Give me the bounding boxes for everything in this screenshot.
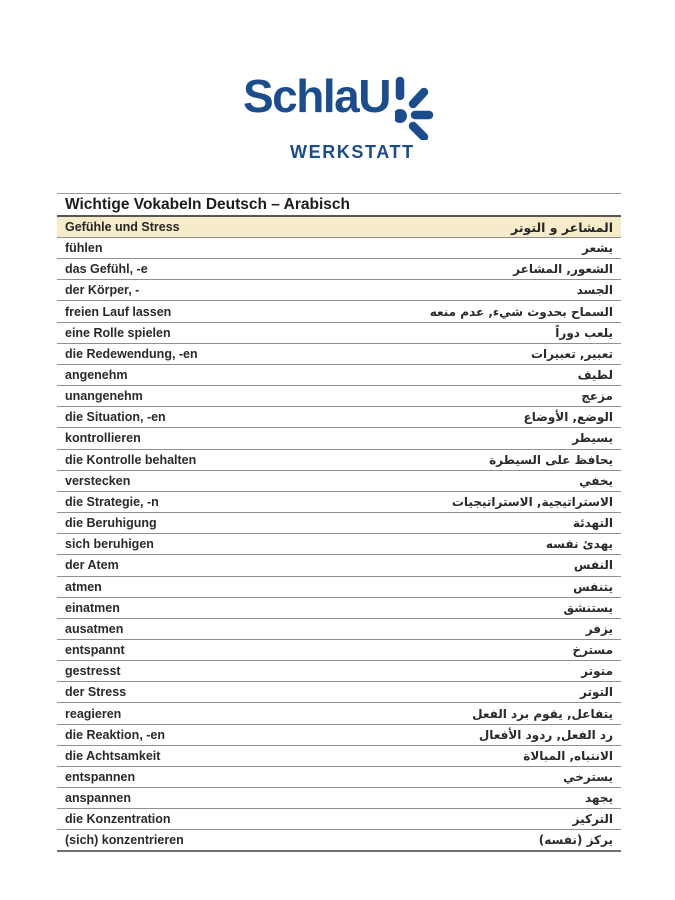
arabic-term: النفس	[573, 558, 613, 573]
arabic-term: يشعر	[582, 241, 613, 256]
arabic-term: يهدئ نفسه	[545, 537, 613, 552]
arabic-term: التركيز	[572, 812, 613, 827]
table-row	[57, 259, 621, 280]
arabic-term: رد الفعل, ردود الأفعال	[478, 727, 613, 742]
german-term: das Gefühl, -e	[65, 262, 148, 277]
table-row	[57, 280, 621, 301]
german-term: fühlen	[65, 241, 103, 256]
arabic-term: الانتباه, المبالاة	[523, 748, 613, 763]
table-row	[57, 555, 621, 576]
german-term: reagieren	[65, 706, 122, 721]
arabic-term: يحافظ على السيطرة	[489, 452, 613, 467]
german-term: einatmen	[65, 600, 120, 615]
german-term: kontrollieren	[65, 431, 141, 446]
table-row	[57, 682, 621, 703]
table-row	[57, 788, 621, 809]
german-term: anspannen	[65, 791, 131, 806]
german-term: die Reaktion, -en	[65, 727, 166, 742]
vocab-sheet	[57, 193, 621, 852]
table-row	[57, 830, 621, 852]
arabic-term: مسترخ	[572, 643, 613, 658]
table-row	[57, 428, 621, 449]
arabic-term: يستنشق	[563, 600, 613, 615]
german-term: der Atem	[65, 558, 119, 573]
arabic-term: يركز (نفسه)	[538, 833, 613, 848]
table-row	[57, 809, 621, 830]
german-term: angenehm	[65, 368, 128, 383]
logo-subtitle-text: WERKSTATT	[290, 142, 415, 162]
german-term: der Körper, -	[65, 283, 140, 298]
table-row	[57, 386, 621, 407]
arabic-term: الاستراتيجية, الاستراتيجيات	[451, 494, 613, 509]
german-term: freien Lauf lassen	[65, 304, 172, 319]
german-term: sich beruhigen	[65, 537, 154, 552]
german-term: die Redewendung, -en	[65, 346, 198, 361]
arabic-term: الوضع, الأوضاع	[523, 410, 613, 425]
arabic-term: الشعور, المشاعر	[513, 262, 613, 277]
spark-exclamation-icon	[395, 76, 439, 145]
arabic-term: يزفر	[585, 621, 613, 636]
vocab-table	[57, 238, 621, 852]
german-term: ausatmen	[65, 621, 124, 636]
german-term: gestresst	[65, 664, 121, 679]
german-term: entspannen	[65, 769, 136, 784]
arabic-term: متوتر	[581, 664, 613, 679]
table-row	[57, 703, 621, 724]
schlau-logo	[243, 70, 439, 163]
german-term: (sich) konzentrieren	[65, 833, 184, 848]
table-row	[57, 640, 621, 661]
arabic-term: يتنفس	[573, 579, 613, 594]
german-term: verstecken	[65, 473, 131, 488]
section-title-german: Gefühle und Stress	[65, 220, 180, 234]
table-row	[57, 323, 621, 344]
german-term: entspannt	[65, 643, 125, 658]
german-term: eine Rolle spielen	[65, 325, 171, 340]
german-term: die Situation, -en	[65, 410, 166, 425]
german-term: die Konzentration	[65, 812, 171, 827]
logo-brand-text: SchlaU	[243, 70, 390, 122]
table-row	[57, 301, 621, 322]
table-row	[57, 767, 621, 788]
table-row	[57, 450, 621, 471]
arabic-term: الجسد	[576, 283, 613, 298]
table-row	[57, 619, 621, 640]
table-row	[57, 238, 621, 259]
table-row	[57, 746, 621, 767]
table-section-header	[57, 217, 621, 238]
arabic-term: يجهد	[584, 791, 613, 806]
arabic-term: السماح بحدوث شيء, عدم منعه	[429, 304, 613, 319]
table-row	[57, 471, 621, 492]
section-title-arabic: المشاعر و التوتر	[511, 219, 613, 235]
arabic-term: مزعج	[581, 389, 613, 404]
table-row	[57, 661, 621, 682]
table-row	[57, 598, 621, 619]
table-row	[57, 534, 621, 555]
table-row	[57, 365, 621, 386]
arabic-term: التهدئة	[572, 516, 613, 531]
page-title: Wichtige Vokabeln Deutsch – Arabisch	[57, 193, 621, 217]
arabic-term: يسترخي	[563, 769, 613, 784]
german-term: die Strategie, -n	[65, 494, 159, 509]
arabic-term: يتفاعل, يقوم برد الفعل	[472, 706, 613, 721]
arabic-term: التوتر	[579, 685, 613, 700]
arabic-term: يلعب دوراً	[555, 325, 613, 340]
german-term: atmen	[65, 579, 102, 594]
table-row	[57, 492, 621, 513]
table-row	[57, 577, 621, 598]
german-term: die Kontrolle behalten	[65, 452, 197, 467]
table-row	[57, 725, 621, 746]
arabic-term: تعبير, تعبيرات	[531, 346, 613, 361]
german-term: die Beruhigung	[65, 516, 157, 531]
arabic-term: لطيف	[577, 368, 613, 383]
german-term: die Achtsamkeit	[65, 748, 161, 763]
arabic-term: يخفي	[579, 473, 613, 488]
arabic-term: يسيطر	[572, 431, 613, 446]
table-row	[57, 407, 621, 428]
table-row	[57, 513, 621, 534]
german-term: unangenehm	[65, 389, 143, 404]
german-term: der Stress	[65, 685, 127, 700]
table-row	[57, 344, 621, 365]
